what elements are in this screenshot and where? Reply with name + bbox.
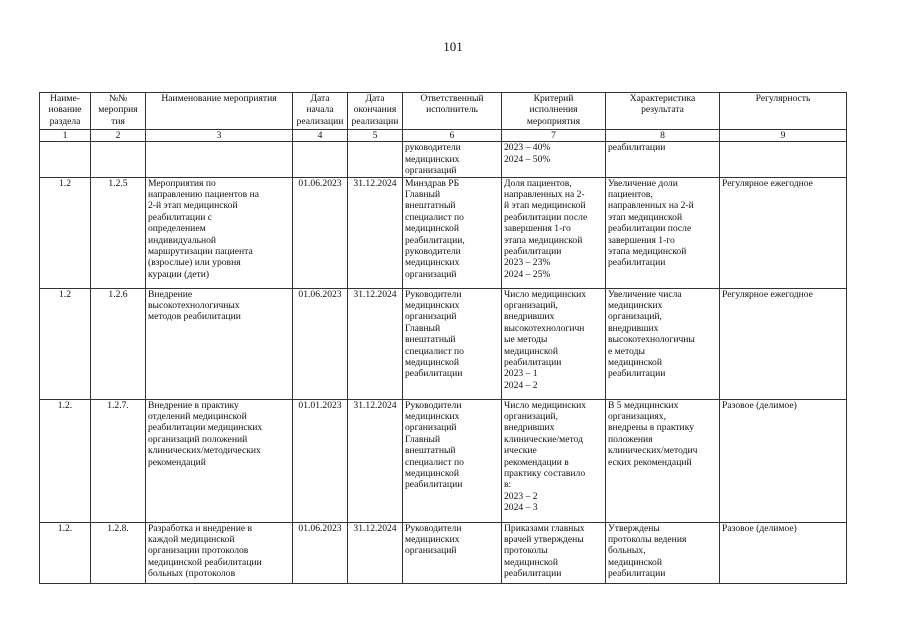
cell-end-date: 31.12.2024 [348, 399, 403, 522]
header-start-date: Дата начала реализации [293, 93, 348, 130]
table-row [40, 288, 847, 399]
table-row [40, 522, 847, 583]
column-number: 7 [502, 130, 606, 142]
header-row [40, 93, 847, 130]
header-section: Наиме- нование раздела [40, 93, 91, 130]
table-row [40, 177, 847, 288]
cell-activity-name: Внедрение в практику отделений медицинской реабилитации медицинских организаций положений клинических/методических рекомендаций [146, 399, 293, 522]
column-number: 5 [348, 130, 403, 142]
cell-result: Увеличение числа медицинских организаций, внедривших высокотехнологичны е методы медицинской реабилитации [606, 288, 720, 399]
header-criterion: Критерий исполнения мероприятия [502, 93, 606, 130]
cell-end-date: 31.12.2024 [348, 177, 403, 288]
cell-criterion: Число медицинских организаций, внедривших высокотехнологичн ые методы медицинской реабилитации 2023 – 1 2024 – 2 [502, 288, 606, 399]
cell-responsible: Руководители медицинских организаций Главный внештатный специалист по медицинской реабилитации [403, 399, 502, 522]
cell-activity-number: 1.2.8. [91, 522, 146, 583]
cell-activity-number: 1.2.7. [91, 399, 146, 522]
cell-regularity [720, 142, 847, 177]
cell-activity-name: Разработка и внедрение в каждой медицинской организации протоколов медицинской реабилитации больных (протоколов [146, 522, 293, 583]
cell-start-date: 01.06.2023 [293, 177, 348, 288]
cell-activity-name [146, 142, 293, 177]
cell-activity-number: 1.2.5 [91, 177, 146, 288]
cell-result: Увеличение доли пациентов, направленных на 2-й этап медицинской реабилитации после завершения 1-го этапа медицинской реабилитации [606, 177, 720, 288]
cell-responsible: Руководители медицинских организаций Главный внештатный специалист по медицинской реабилитации [403, 288, 502, 399]
cell-result: реабилитации [606, 142, 720, 177]
column-number: 6 [403, 130, 502, 142]
cell-end-date: 31.12.2024 [348, 522, 403, 583]
cell-section: 1.2 [40, 177, 91, 288]
activities-table [39, 92, 847, 584]
cell-section: 1.2. [40, 522, 91, 583]
cell-end-date [348, 142, 403, 177]
cell-activity-number: 1.2.6 [91, 288, 146, 399]
header-responsible: Ответственный исполнитель [403, 93, 502, 130]
cell-result: В 5 медицинских организациях, внедрены в практику положения клинических/методич еских рекомендаций [606, 399, 720, 522]
table-row [40, 399, 847, 522]
header-result: Характеристика результата [606, 93, 720, 130]
header-activity-name: Наименование мероприятия [146, 93, 293, 130]
column-number-row [40, 130, 847, 142]
cell-result: Утверждены протоколы ведения больных, медицинской реабилитации [606, 522, 720, 583]
table-row [40, 142, 847, 177]
cell-section [40, 142, 91, 177]
cell-start-date: 01.06.2023 [293, 522, 348, 583]
cell-section: 1.2 [40, 288, 91, 399]
page-number: 101 [443, 39, 463, 54]
column-number: 4 [293, 130, 348, 142]
cell-criterion: 2023 – 40% 2024 – 50% [502, 142, 606, 177]
header-end-date: Дата окончания реализации [348, 93, 403, 130]
cell-responsible: Минздрав РБ Главный внештатный специалист по медицинской реабилитации, руководители медицинских организаций [403, 177, 502, 288]
header-activity-number: №№ мероприя тия [91, 93, 146, 130]
cell-activity-name: Внедрение высокотехнологичных методов реабилитации [146, 288, 293, 399]
column-number: 8 [606, 130, 720, 142]
cell-regularity: Регулярное ежегодное [720, 288, 847, 399]
column-number: 2 [91, 130, 146, 142]
cell-regularity: Разовое (делимое) [720, 399, 847, 522]
cell-criterion: Доля пациентов, направленных на 2- й этап медицинской реабилитации после завершения 1-го этапа медицинской реабилитации 2023 – 23% 2024 – 25% [502, 177, 606, 288]
cell-responsible: Руководители медицинских организаций [403, 522, 502, 583]
cell-responsible: руководители медицинских организаций [403, 142, 502, 177]
cell-regularity: Разовое (делимое) [720, 522, 847, 583]
column-number: 3 [146, 130, 293, 142]
cell-section: 1.2. [40, 399, 91, 522]
cell-activity-name: Мероприятия по направлению пациентов на 2-й этап медицинской реабилитации с определением индивидуальной маршрутизации пациента (взрослые) или уровня курации (дети) [146, 177, 293, 288]
cell-activity-number [91, 142, 146, 177]
cell-end-date: 31.12.2024 [348, 288, 403, 399]
column-number: 1 [40, 130, 91, 142]
cell-criterion: Число медицинских организаций, внедривших клинические/метод ические рекомендации в практику составило в: 2023 – 2 2024 – 3 [502, 399, 606, 522]
cell-regularity: Регулярное ежегодное [720, 177, 847, 288]
cell-start-date: 01.01.2023 [293, 399, 348, 522]
cell-start-date: 01.06.2023 [293, 288, 348, 399]
column-number: 9 [720, 130, 847, 142]
header-regularity: Регулярность [720, 93, 847, 130]
cell-criterion: Приказами главных врачей утверждены протоколы медицинской реабилитации [502, 522, 606, 583]
cell-start-date [293, 142, 348, 177]
